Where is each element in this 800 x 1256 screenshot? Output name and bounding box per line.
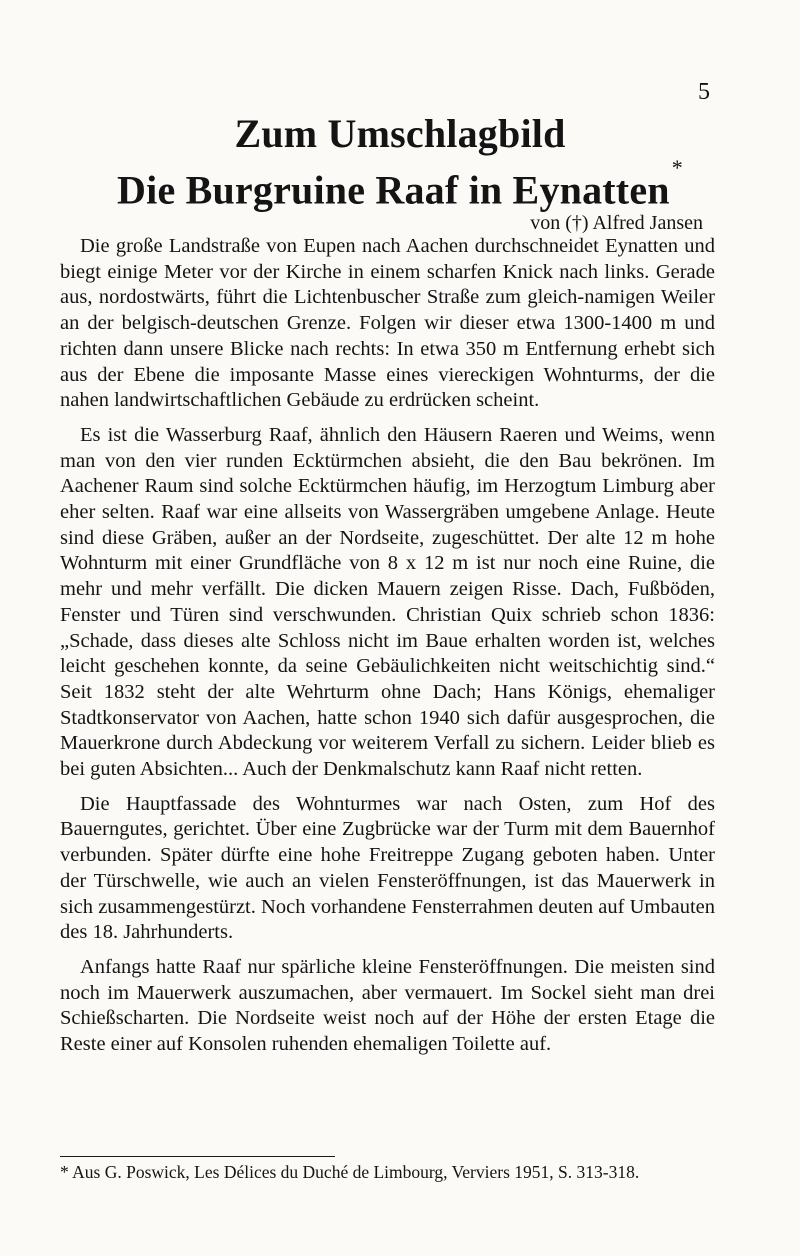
author-byline: von (†) Alfred Jansen (530, 212, 703, 234)
footnote-divider (60, 1156, 335, 1157)
title-footnote-marker: * (671, 155, 683, 180)
title-line-2 (60, 155, 740, 213)
paragraph-2: Es ist die Wasserburg Raaf, ähnlich den Häusern Raeren und Weims, wenn man von den vier runden Ecktürmchen absieht, die den Bau bekrönen. Im Aachener Raum sind solche Ecktürmchen häufig, im Herzogtum Limburg aber eher selten. Raaf war eine allseits von Wassergräben umgebene Anlage. Heute sind diese Gräben, außer an der Nordseite, zugeschüttet. Der alte 12 m hohe Wohnturm mit einer Grundfläche von 8 x 12 m ist nur noch eine Ruine, die mehr und mehr verfällt. Die dicken Mauern zeigen Risse. Dach, Fußböden, Fenster und Türen sind verschwunden. Christian Quix schrieb schon 1836: „Schade, dass dieses alte Schloss nicht im Baue erhalten worden ist, welches leicht geschehen konnte, da seine Gebäulichkeiten nicht weitschichtig sind.“ Seit 1832 steht der alte Wehrturm ohne Dach; Hans Königs, ehemaliger Stadtkonservator von Aachen, hatte schon 1940 sich dafür ausgesprochen, die Mauerkrone durch Abdeckung vor weiterem Verfall zu sichern. Leider blieb es bei guten Absichten... Auch der Denkmalschutz kann Raaf nicht retten. (60, 423, 715, 781)
footnote: * Aus G. Poswick, Les Délices du Duché de Limbourg, Verviers 1951, S. 313-318. (60, 1162, 640, 1182)
paragraph-4: Anfangs hatte Raaf nur spärliche kleine Fensteröffnungen. Die meisten sind noch im Mauerwerk auszumachen, aber vermauert. Im Sockel sieht man drei Schießscharten. Die Nordseite weist noch auf der Höhe der ersten Etage die Reste einer auf Konsolen ruhenden ehemaligen Toilette auf. (60, 955, 715, 1056)
paragraph-3: Die Hauptfassade des Wohnturmes war nach Osten, zum Hof des Bauerngutes, gerichtet. Über eine Zugbrücke war der Turm mit dem Bauernhof verbunden. Später dürfte eine hohe Freitreppe Zugang geboten haben. Unter der Türschwelle, wie auch an vielen Fensteröffnungen, ist das Mauerwerk in sich zusammengestürzt. Noch vorhandene Fensterrahmen deuten auf Umbauten des 18. Jahrhunderts. (60, 792, 715, 944)
paragraph-1: Die große Landstraße von Eupen nach Aachen durchschneidet Eynatten und biegt einige Meter vor der Kirche in einem scharfen Knick nach links. Gerade aus, nordostwärts, führt die Lichtenbuscher Straße zum gleich-namigen Weiler an der belgisch-deutschen Grenze. Folgen wir dieser etwa 1300-1400 m und richten dann unsere Blicke nach rechts: In etwa 350 m Entfernung erhebt sich aus der Ebene die imposante Masse eines viereckigen Wohnturms, der die nahen landwirtschaftlichen Gebäude zu erdrücken scheint. (60, 235, 715, 412)
article-body (60, 234, 715, 1067)
page-number: 5 (698, 79, 710, 105)
title-line-1: Zum Umschlagbild (234, 111, 566, 156)
title-line-2-text: Die Burgruine Raaf in Eynatten (117, 167, 670, 213)
